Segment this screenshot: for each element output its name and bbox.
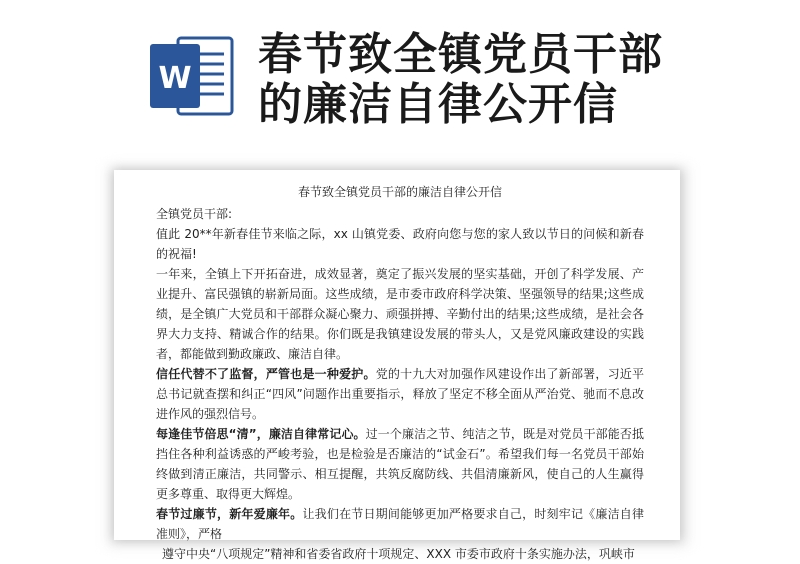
document-page	[114, 170, 680, 561]
paragraph-4-lead: 每逢佳节倍思“清”，廉洁自律常记心。	[156, 427, 366, 441]
word-document-icon	[148, 34, 234, 118]
paragraph-5	[156, 504, 644, 544]
title-line-2: 的廉洁自律公开信	[258, 79, 618, 130]
title-line-1: 春节致全镇党员干部	[258, 29, 663, 80]
paragraph-4	[156, 424, 644, 504]
paragraph-1: 值此 20**年新春佳节来临之际，xx 山镇党委、政府向您与您的家人致以节日的问候和新春的祝福!	[156, 227, 644, 261]
banner	[0, 0, 800, 150]
paragraph-6: 遵守中央“八项规定”精神和省委省政府十项规定、XXX 市委市政府十条实施办法，巩峡市	[162, 547, 635, 561]
page-title	[258, 30, 778, 130]
word-icon-letter: W	[158, 61, 192, 96]
paragraph-3	[156, 364, 644, 424]
document-title: 春节致全镇党员干部的廉洁自律公开信	[297, 185, 502, 199]
salutation: 全镇党员干部:	[156, 207, 233, 221]
paragraph-3-text: 党的十九大对加强作风建设作出了新部署，习近平总书记就查摆和纠正“四风”问题作出重要指示，释放了坚定不移全面从严治党、驰而不息改进作风的强烈信号。	[156, 367, 644, 421]
paragraph-2: 一年来，全镇上下开拓奋进，成效显著，奠定了振兴发展的坚实基础，开创了科学发展、产业提升、富民强镇的崭新局面。这些成绩，是市委市政府科学决策、坚强领导的结果;这些成绩，是全镇广大党员和干部群众凝心聚力、顽强拼搏、辛勤付出的结果;这些成绩，是社会各界大力支持、精诚合作的结果。你们既是我镇建设发展的带头人，又是党风廉政建设的实践者，都能做到勤政廉政、廉洁自律。	[156, 267, 644, 361]
paragraph-5-lead: 春节过廉节，新年爱廉年。	[156, 507, 303, 521]
paragraph-4-text: 过一个廉洁之节、纯洁之节，既是对党员干部能否抵挡住各种利益诱惑的严峻考验，也是检验是否廉洁的“试金石”。希望我们每一名党员干部始终做到清正廉洁，共同警示、相互提醒，共筑反腐防线、共倡清廉新风，使自己的人生赢得更多尊重、取得更大辉煌。	[156, 427, 644, 501]
paragraph-5-text: 让我们在节日期间能够更加严格要求自己，时刻牢记《廉洁自律准则》，严格	[156, 507, 644, 541]
paragraph-3-lead: 信任代替不了监督，严管也是一种爱护。	[156, 367, 376, 381]
document-body	[156, 182, 644, 564]
